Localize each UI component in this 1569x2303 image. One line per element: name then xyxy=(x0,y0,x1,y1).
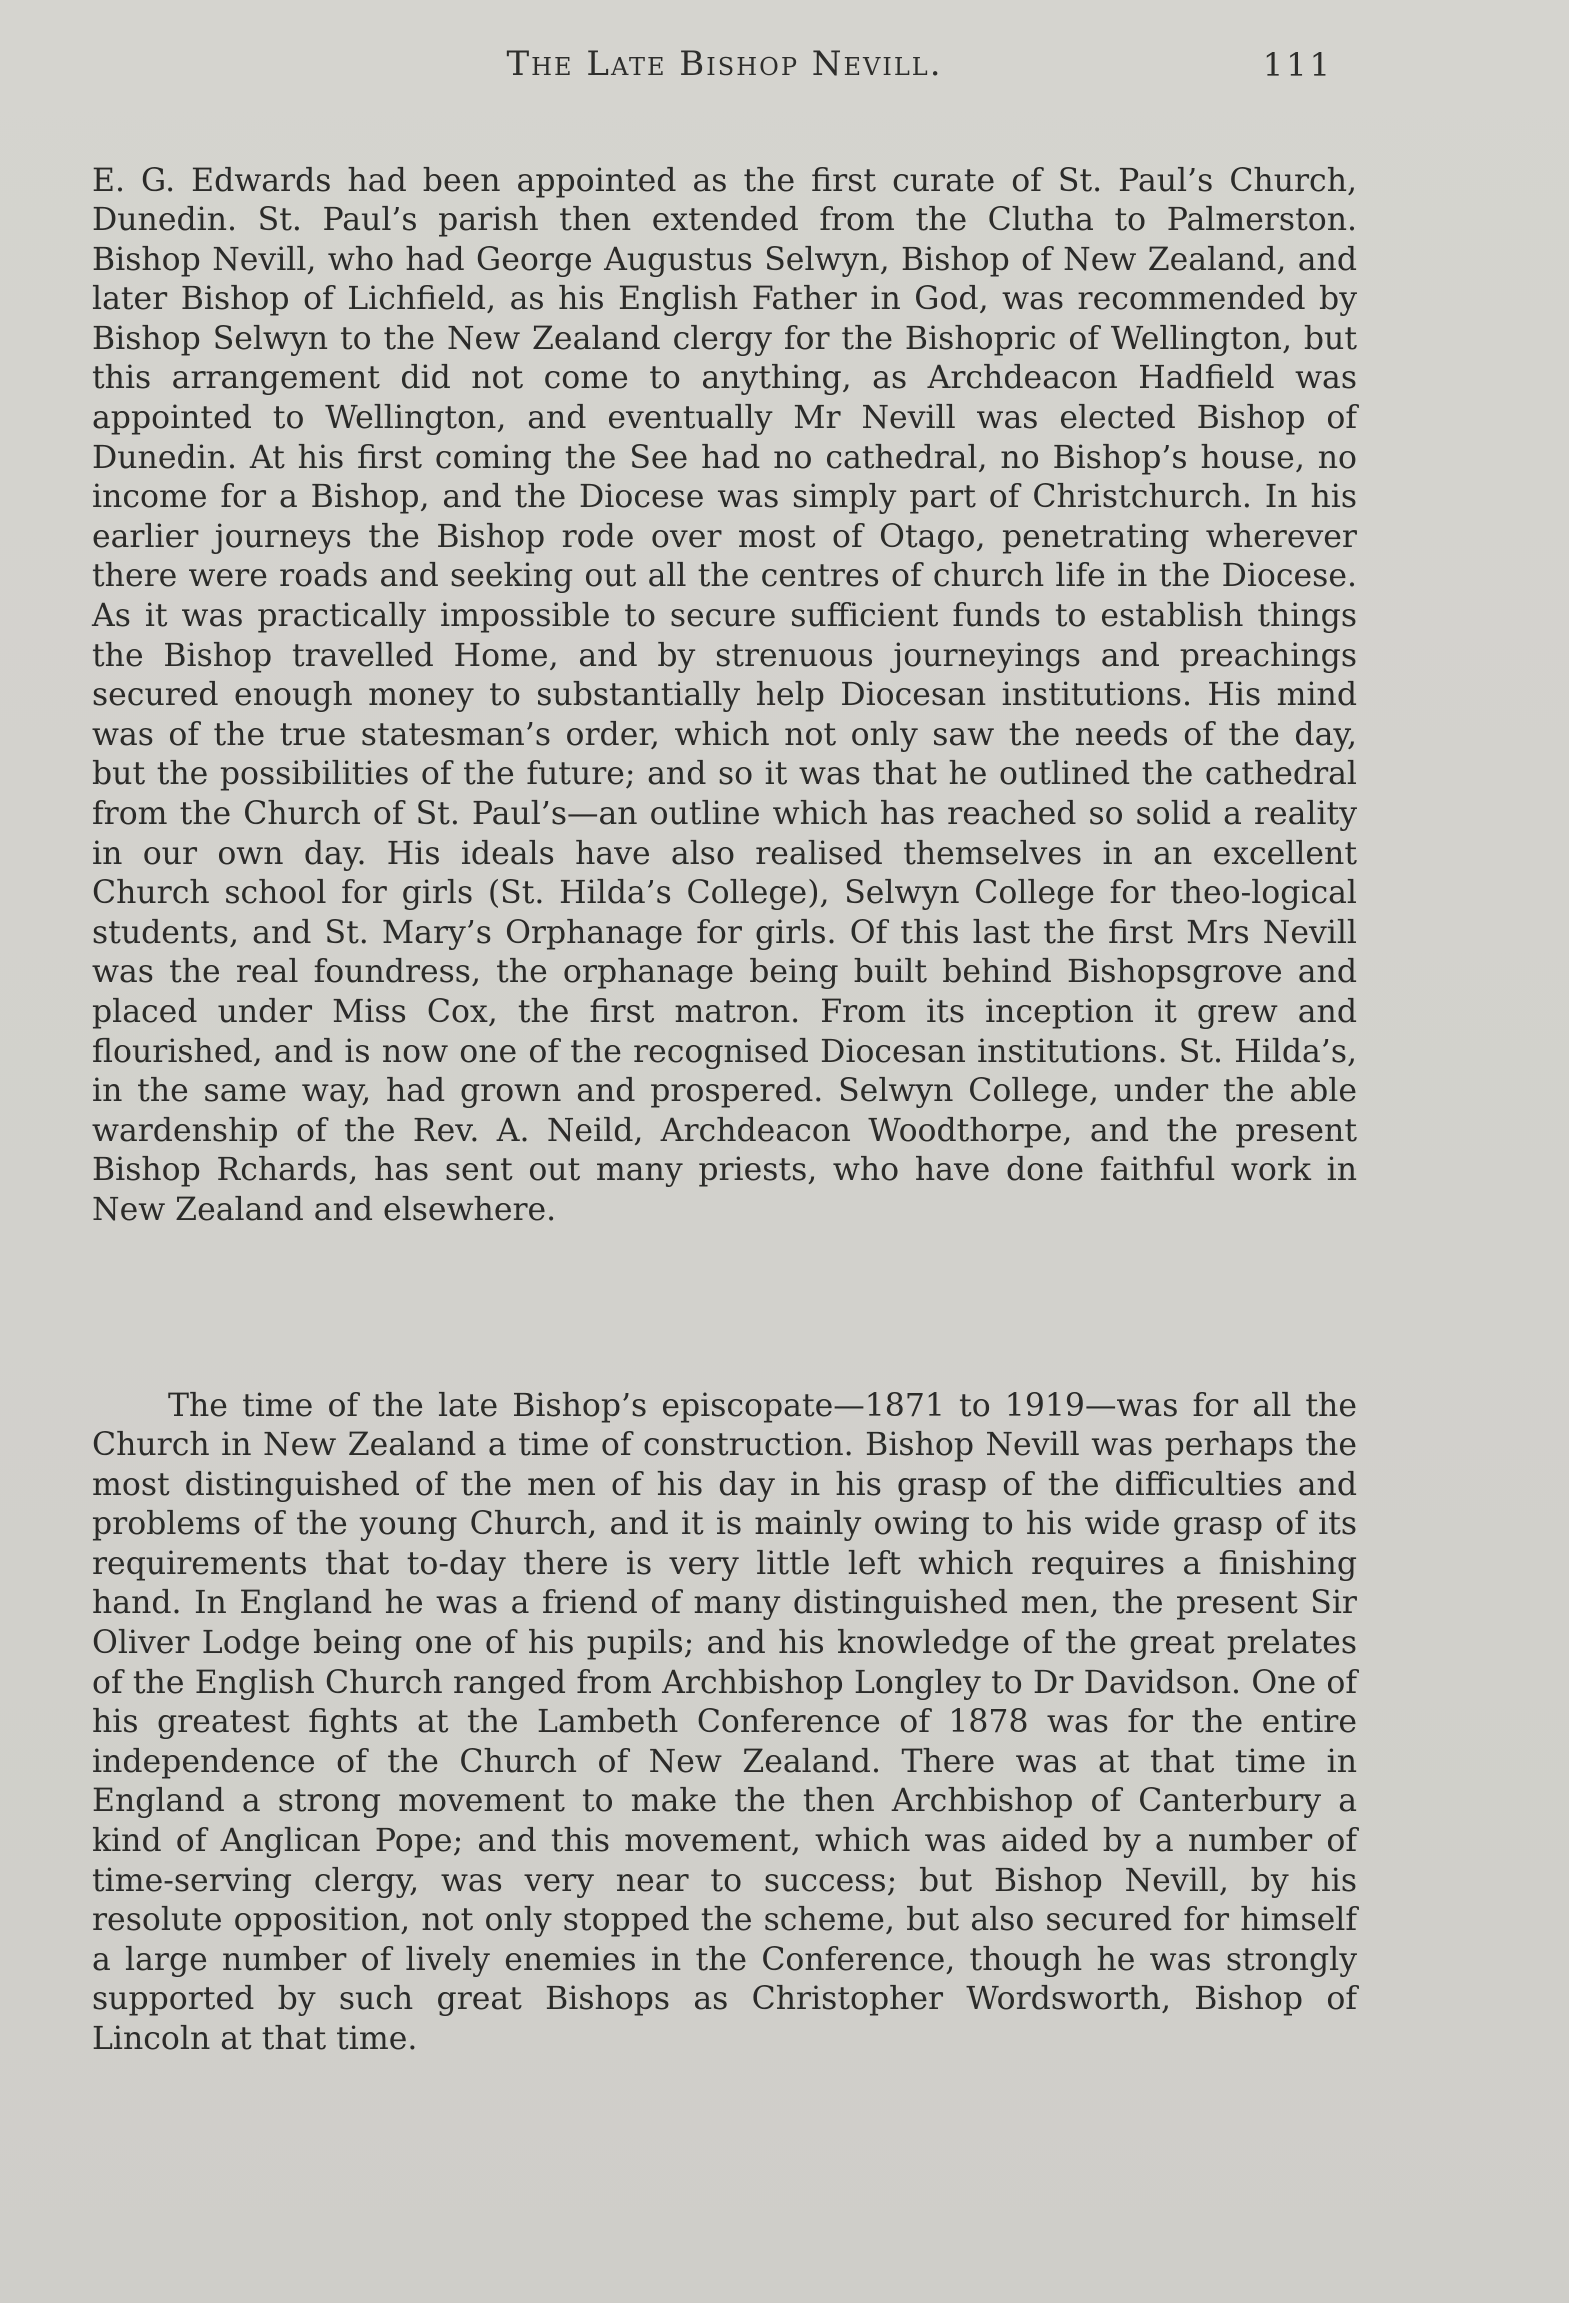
running-head-title: The Late Bishop Nevill. xyxy=(506,44,943,84)
page-number: 111 xyxy=(1262,46,1333,84)
body-paragraph-1: E. G. Edwards had been appointed as the first curate of St. Paul’s Church, Dunedin. St. Paul’s parish then extended from the Clutha to Palmerston. Bishop Nevill, who had George Augustus Selwyn, Bishop of New Zealand, and later Bishop of Lichfield, as his English Father in God, was recommended by Bishop Selwyn to the New Zealand clergy for the Bishopric of Wellington, but this arrangement did not come to anything, as Archdeacon Hadfield was appointed to Wellington, and eventually Mr Nevill was elected Bishop of Dunedin. At his first coming the See had no cathedral, no Bishop’s house, no income for a Bishop, and the Diocese was simply part of Christchurch. In his earlier journeys the Bishop rode over most of Otago, penetrating wherever there were roads and seeking out all the centres of church life in the Diocese. As it was practically impossible to secure sufficient funds to establish things the Bishop travelled Home, and by strenuous journeyings and preachings secured enough money to substantially help Diocesan institutions. His mind was of the true statesman’s order, which not only saw the needs of the day, but the possibilities of the future; and so it was that he outlined the cathedral from the Church of St. Paul’s—an outline which has reached so solid a reality in our own day. His ideals have also realised themselves in an excellent Church school for girls (St. Hilda’s College), Selwyn College for theo-logical students, and St. Mary’s Orphanage for girls. Of this last the first Mrs Nevill was the real foundress, the orphanage being built behind Bishopsgrove and placed under Miss Cox, the first matron. From its inception it grew and flourished, and is now one of the recognised Diocesan institutions. St. Hilda’s, in the same way, had grown and prospered. Selwyn College, under the able wardenship of the Rev. A. Neild, Archdeacon Woodthorpe, and the present Bishop Rchards, has sent out many priests, who have done faithful work in New Zealand and elsewhere. xyxy=(92,162,1357,1228)
body-paragraph-2: The time of the late Bishop’s episcopate—1871 to 1919—was for all the Church in New Zealand a time of construction. Bishop Nevill was perhaps the most distinguished of the men of his day in his grasp of the difficulties and problems of the young Church, and it is mainly owing to his wide grasp of its requirements that to-day there is very little left which requires a finishing hand. In England he was a friend of many distinguished men, the present Sir Oliver Lodge being one of his pupils; and his knowledge of the great prelates of the English Church ranged from Archbishop Longley to Dr Davidson. One of his greatest fights at the Lambeth Conference of 1878 was for the entire independence of the Church of New Zealand. There was at that time in England a strong movement to make the then Archbishop of Canterbury a kind of Anglican Pope; and this movement, which was aided by a number of time-serving clergy, was very near to success; but Bishop Nevill, by his resolute opposition, not only stopped the scheme, but also secured for himself a large number of lively enemies in the Conference, though he was strongly supported by such great Bishops as Christopher Wordsworth, Bishop of Lincoln at that time. xyxy=(92,1387,1357,2057)
running-head xyxy=(92,44,1357,94)
